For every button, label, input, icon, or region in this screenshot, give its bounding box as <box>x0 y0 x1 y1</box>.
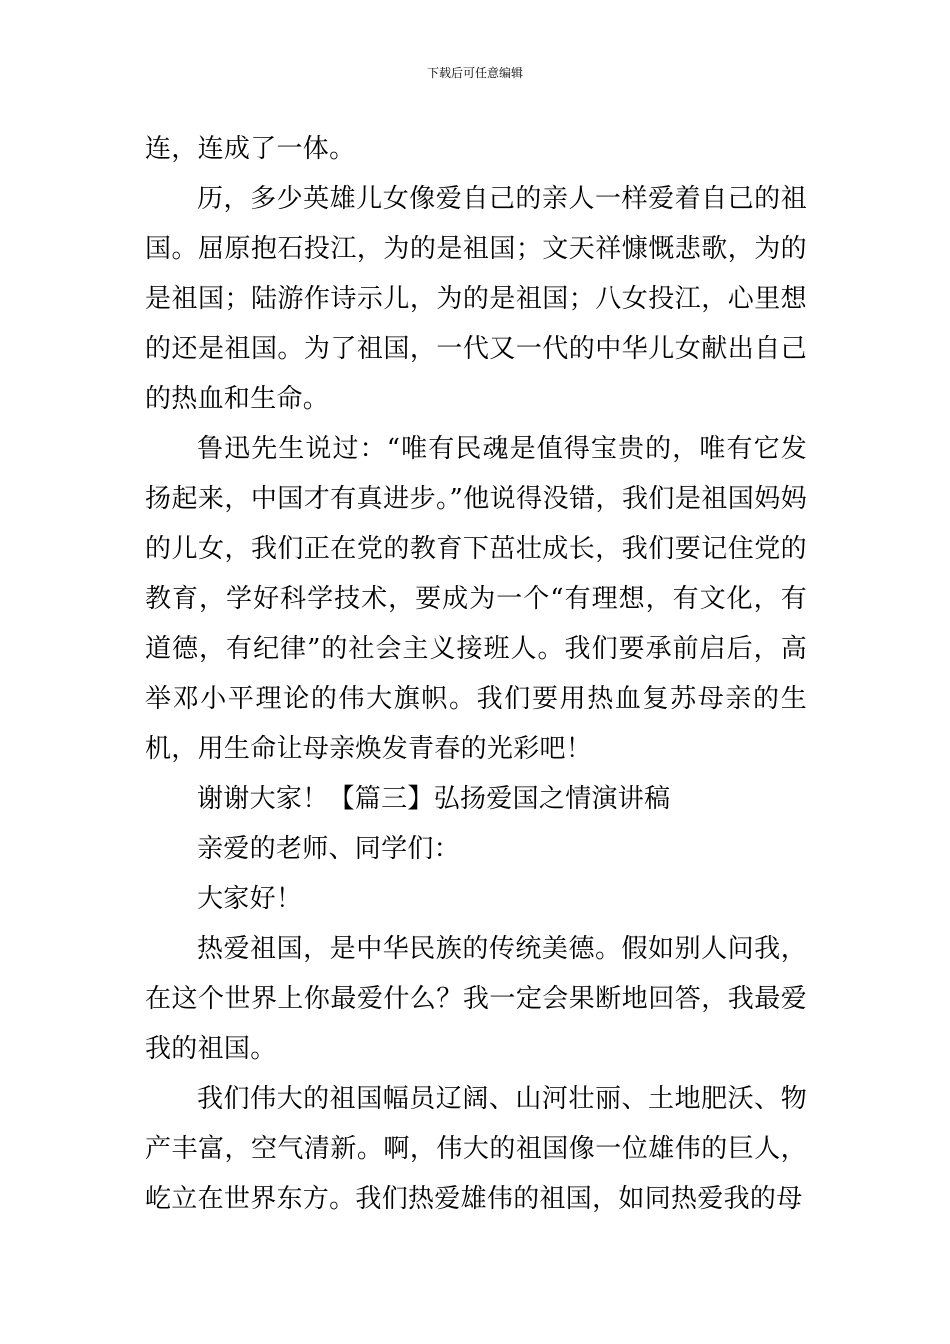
paragraph-3: 鲁迅先生说过：“唯有民魂是值得宝贵的，唯有它发扬起来，中国才有真进步。”他说得没错，我们是祖国妈妈的儿女，我们正在党的教育下茁壮成长，我们要记住党的教育，学好科学技术，要成为一个“有理想，有文化，有道德，有纪律”的社会主义接班人。我们要承前启后，高举邓小平理论的伟大旗帜。我们要用热血复苏母亲的生机，用生命让母亲焕发青春的光彩吧！ <box>145 434 807 764</box>
paragraph-5: 亲爱的老师、同学们： <box>197 834 461 864</box>
page-header: 下载后可任意编辑 <box>426 66 523 80</box>
paragraph-8: 我们伟大的祖国幅员辽阔、山河壮丽、土地肥沃、物产丰富，空气清新。啊，伟大的祖国像一位雄伟的巨人，屹立在世界东方。我们热爱雄伟的祖国，如同热爱我的母 <box>145 1084 807 1214</box>
paragraph-7: 热爱祖国，是中华民族的传统美德。假如别人问我，在这个世界上你最爱什么？我一定会果断地回答，我最爱我的祖国。 <box>145 934 807 1064</box>
paragraph-2: 历，多少英雄儿女像爱自己的亲人一样爱着自己的祖国。屈原抱石投江，为的是祖国；文天祥慷慨悲歌，为的是祖国；陆游作诗示儿，为的是祖国；八女投江，心里想的还是祖国。为了祖国，一代又一代的中华儿女献出自己的热血和生命。 <box>145 184 807 414</box>
paragraph-1: 连，连成了一体。 <box>145 134 356 164</box>
document-body <box>145 124 807 1224</box>
paragraph-4: 谢谢大家！【篇三】弘扬爱国之情演讲稿 <box>197 784 671 814</box>
paragraph-6: 大家好！ <box>197 884 303 914</box>
